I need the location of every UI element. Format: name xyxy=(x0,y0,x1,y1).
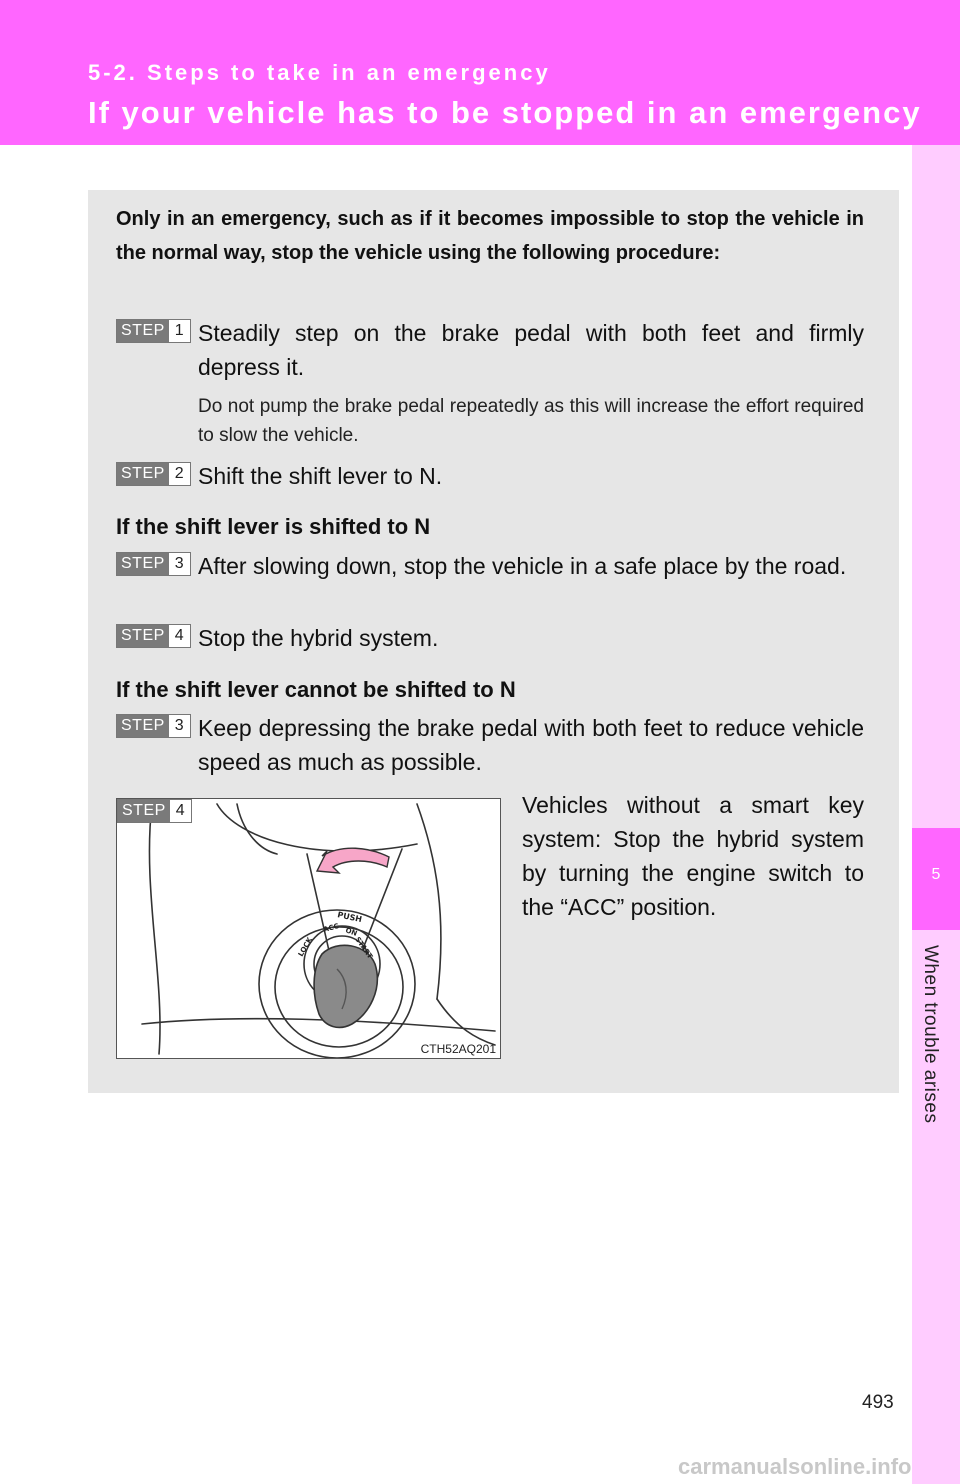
step-badge-word: STEP xyxy=(118,800,170,822)
case-heading-shifted: If the shift lever is shifted to N xyxy=(116,514,431,539)
switch-label-push: PUSH xyxy=(336,910,363,925)
dash-right-edge xyxy=(417,804,441,999)
step-badge-word: STEP xyxy=(117,553,169,575)
case-heading-not-shifted: If the shift lever cannot be shifted to N xyxy=(116,677,516,702)
step-4-shifted xyxy=(116,621,864,655)
step-badge xyxy=(116,624,191,648)
step-badge-number: 4 xyxy=(169,625,190,647)
step-badge-number: 3 xyxy=(169,715,190,737)
step-text: Stop the hybrid system. xyxy=(198,625,439,651)
step-badge-number: 1 xyxy=(169,320,190,342)
figure-code: CTH52AQ201 xyxy=(420,1042,496,1056)
engine-switch-illustration xyxy=(116,798,501,1059)
step-badge-number: 3 xyxy=(169,553,190,575)
switch-label-start: START xyxy=(353,935,374,961)
procedure-panel xyxy=(88,190,899,1093)
dash-inner-curve xyxy=(237,804,277,854)
chapter-number: 5 xyxy=(931,866,941,883)
dash-right-lower xyxy=(437,999,495,1045)
step-3-not-shifted xyxy=(116,711,864,779)
switch-label-on: ON xyxy=(344,926,359,938)
chapter-side-tab xyxy=(912,145,960,1484)
step-badge xyxy=(117,799,192,823)
page-number: 493 xyxy=(862,1392,894,1413)
switch-label-lock: LOCK xyxy=(296,936,315,958)
step-text: Keep depressing the brake pedal with both feet to reduce vehicle speed as much as possible. xyxy=(198,715,864,775)
step-4-not-shifted-text: Vehicles without a smart key system: Stop the hybrid system by turning the engine switch to the “ACC” position. xyxy=(522,792,864,920)
step-badge-number: 4 xyxy=(170,800,191,822)
step-badge-word: STEP xyxy=(117,463,169,485)
step-1 xyxy=(116,316,864,450)
switch-label-acc: ACC xyxy=(322,922,340,934)
watermark: carmanualsonline.info xyxy=(678,1454,912,1479)
engine-switch-drawing xyxy=(117,799,500,1058)
dash-bottom-line xyxy=(142,1019,495,1031)
intro-paragraph: Only in an emergency, such as if it becomes impossible to stop the vehicle in the normal way, stop the vehicle using the following procedure: xyxy=(116,208,864,264)
dash-left-edge xyxy=(149,804,160,1054)
step-text: Steadily step on the brake pedal with both feet and firmly depress it. xyxy=(198,320,864,380)
step-badge-number: 2 xyxy=(169,463,190,485)
dash-upper-curve xyxy=(217,804,417,851)
step-note: Do not pump the brake pedal repeatedly as this will increase the effort required to slow the vehicle. xyxy=(198,396,864,446)
step-badge xyxy=(116,552,191,576)
page-header xyxy=(0,0,960,145)
step-badge xyxy=(116,319,191,343)
step-text: Shift the shift lever to N. xyxy=(198,463,443,489)
step-2 xyxy=(116,459,864,493)
chapter-number-box xyxy=(912,828,960,930)
step-badge xyxy=(116,714,191,738)
step-badge-word: STEP xyxy=(117,625,169,647)
step-badge-word: STEP xyxy=(117,715,169,737)
step-3-shifted xyxy=(116,549,864,583)
step-badge-word: STEP xyxy=(117,320,169,342)
section-label: 5-2. Steps to take in an emergency xyxy=(88,60,551,85)
step-badge xyxy=(116,462,191,486)
page-title: If your vehicle has to be stopped in an emergency xyxy=(88,95,922,130)
step-text: After slowing down, stop the vehicle in a safe place by the road. xyxy=(198,553,847,579)
turn-direction-arrow xyxy=(317,848,389,873)
chapter-title: When trouble arises xyxy=(920,945,941,1124)
